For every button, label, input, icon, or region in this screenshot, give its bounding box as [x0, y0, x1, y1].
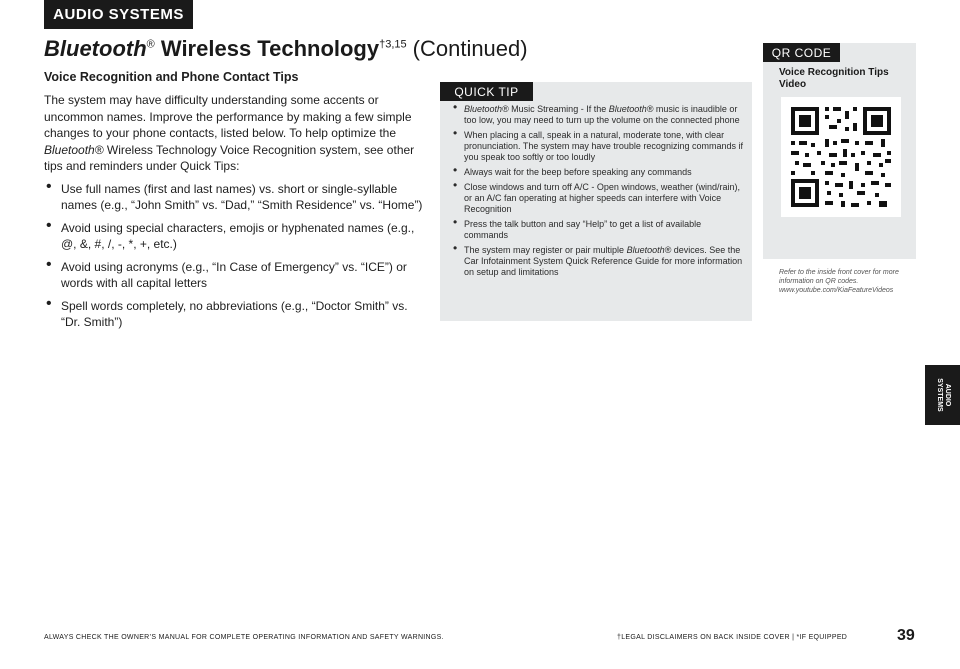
- title-brand: Bluetooth: [44, 36, 147, 61]
- qt-text: devices. See the Car Infotainment System Quick Reference Guide for more information on setup and limitations: [464, 244, 743, 278]
- tip-item: • Spell words completely, no abbreviations (e.g., “Doctor Smith” vs. “Dr. Smith”): [44, 298, 424, 331]
- quick-tip-item: • Close windows and turn off A/C - Open windows, weather (wind/rain), or an A/C fan operating at higher speeds can interfere with Voice Recognition: [453, 182, 743, 216]
- qr-code-label: QR CODE: [763, 43, 840, 62]
- title-reg-mark: ®: [146, 38, 155, 51]
- qt-text: music is inaudible or too low, you may need to turn up the volume on the connected phone: [464, 104, 740, 126]
- intro-brand: Bluetooth®: [44, 142, 104, 157]
- page-number: 39: [897, 627, 915, 644]
- qt-brand: Bluetooth®: [626, 244, 672, 255]
- quick-tip-item: • Always wait for the beep before speaking any commands: [453, 167, 743, 178]
- side-tab-label: AUDIO SYSTEMS: [935, 378, 951, 412]
- tip-item: • Avoid using special characters, emojis or hyphenated names (e.g., @, &, #, /, -, *, +, etc.): [44, 220, 424, 253]
- qt-text: Music Streaming - If the: [508, 104, 609, 114]
- qr-code-icon: [781, 97, 901, 217]
- qr-code-image[interactable]: [781, 97, 901, 217]
- section-tab: AUDIO SYSTEMS: [44, 0, 193, 29]
- title-superscript: †3,15: [379, 38, 407, 51]
- page-title: [44, 36, 528, 62]
- title-continued: (Continued): [412, 36, 528, 61]
- qr-title: Voice Recognition Tips Video: [779, 67, 889, 90]
- qt-brand: Bluetooth®: [608, 104, 654, 114]
- quick-tip-label: QUICK TIP: [440, 82, 533, 101]
- tips-list: [44, 181, 424, 331]
- qr-note: Refer to the inside front cover for more information on QR codes. www.youtube.com/KiaFeatureVideos: [779, 269, 899, 294]
- intro-text-1: The system may have difficulty understanding some accents or uncommon names. Improve the performance by making a few simple changes to your phone contacts, listed below. To help optimize the: [44, 93, 412, 140]
- title-rest: Wireless Technology: [154, 36, 380, 61]
- intro-text-2: Wireless Technology Voice Recognition system, see other tips and reminders under Quick Tips:: [44, 142, 415, 173]
- quick-tip-item: [453, 245, 743, 279]
- side-section-tab[interactable]: [925, 365, 960, 425]
- intro-paragraph: [44, 92, 424, 175]
- quick-tip-list: [453, 104, 743, 282]
- footer-legal: †LEGAL DISCLAIMERS ON BACK INSIDE COVER | *IF EQUIPPED: [617, 634, 848, 641]
- tip-item: • Avoid using acronyms (e.g., “In Case of Emergency” vs. “ICE”) or words with all capital letters: [44, 259, 424, 292]
- footer-disclaimer: ALWAYS CHECK THE OWNER’S MANUAL FOR COMPLETE OPERATING INFORMATION AND SAFETY WARNINGS.: [44, 634, 444, 641]
- quick-tip-item: • Press the talk button and say “Help” to get a list of available commands: [453, 219, 743, 241]
- quick-tip-item: [453, 104, 743, 126]
- quick-tip-box: [440, 82, 752, 321]
- qt-brand: Bluetooth®: [464, 104, 509, 114]
- quick-tip-item: • When placing a call, speak in a natural, moderate tone, with clear pronunciation. The system may have trouble recognizing commands if you speak too softly or too loudly: [453, 130, 743, 164]
- section-heading: Voice Recognition and Phone Contact Tips: [44, 70, 299, 84]
- qt-text: The system may register or pair multiple: [464, 244, 627, 255]
- qr-box: [763, 43, 916, 294]
- tip-item: • Use full names (first and last names) vs. short or single-syllable names (e.g., “John Smith” vs. “Dad,” “Smith Residence” vs. “Home”): [44, 181, 424, 214]
- main-column: [44, 70, 424, 337]
